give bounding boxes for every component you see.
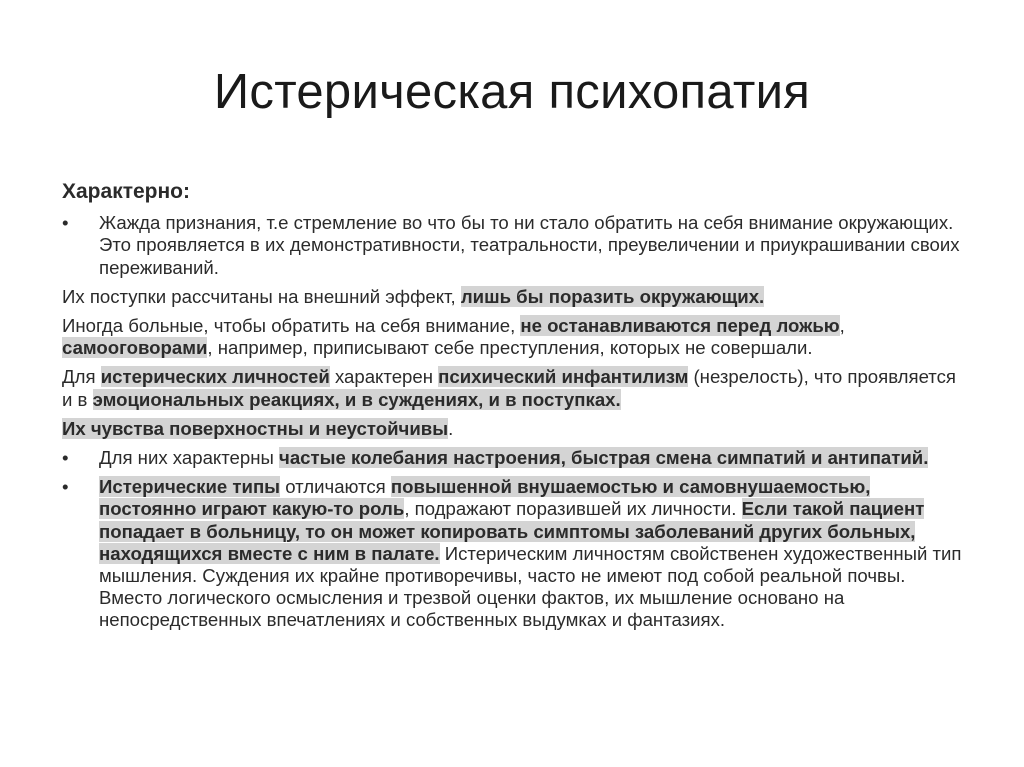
highlight: повышенной внушаемостью и самовнушаемостью, постоянно играют какую-то роль [99, 476, 871, 520]
text: (незрелость), что проявляется и в [62, 366, 956, 410]
highlight: Если такой пациент попадает в больницу, то он может копировать симптомы заболеваний других больных, находящихся вместе с ним в палате. [99, 498, 925, 564]
text: , [839, 315, 845, 337]
text: . [448, 417, 454, 439]
bullet-text-3 [99, 476, 962, 631]
paragraph-2 [62, 315, 962, 359]
bullet-dot: • [62, 476, 69, 498]
highlight: истерических личностей [100, 366, 330, 388]
highlight: самооговорами [62, 337, 208, 359]
highlight: Истерические типы [99, 476, 281, 498]
slide-content [62, 181, 962, 639]
text: характерен [329, 366, 439, 388]
slide-title: Истерическая психопатия [213, 65, 811, 119]
highlight: психический инфантилизм [438, 366, 689, 388]
bullet-item-1 [62, 212, 962, 279]
text: Для [62, 366, 101, 388]
bullet-dot: • [62, 447, 69, 469]
bullet-item-2 [62, 447, 962, 469]
paragraph-1 [62, 286, 962, 308]
paragraph-3 [62, 366, 962, 410]
text: Для них характерны [99, 447, 280, 469]
highlight: не останавливаются перед ложью [520, 315, 840, 337]
highlight: эмоциональных реакциях, и в суждениях, и в поступках. [92, 388, 621, 410]
bullet-text-2 [99, 447, 962, 469]
text: Истерическим личностям свойственен художественный тип мышления. Суждения их крайне противоречивы, часто не имеют под собой реальной почвы. Вместо логического осмысления и трезвой оценки фактов, их мышление основано на непосредственных впечатлениях и собственных выдумках и фантазиях. [99, 542, 962, 631]
bullet-text-1: Жажда признания, т.е стремление во что бы то ни стало обратить на себя внимание окружающих. Это проявляется в их демонстративности, театральности, преувеличении и приукрашивании своих переживаний. [99, 212, 960, 278]
highlight: лишь бы поразить окружающих. [460, 285, 765, 307]
highlight: частые колебания настроения, быстрая смена симпатий и антипатий. [279, 447, 929, 469]
text: , подражают поразившей их личности. [404, 498, 742, 520]
text: Их поступки рассчитаны на внешний эффект, [62, 285, 461, 307]
text: отличаются [280, 476, 391, 498]
bullet-dot: • [62, 212, 69, 234]
text: Иногда больные, чтобы обратить на себя внимание, [62, 315, 521, 337]
paragraph-4 [62, 418, 962, 440]
highlight: Их чувства поверхностны и неустойчивы [62, 417, 449, 439]
section-heading: Характерно: [62, 180, 190, 203]
bullet-item-3 [62, 476, 962, 631]
text: , например, приписывают себе преступления, которых не совершали. [207, 337, 813, 359]
